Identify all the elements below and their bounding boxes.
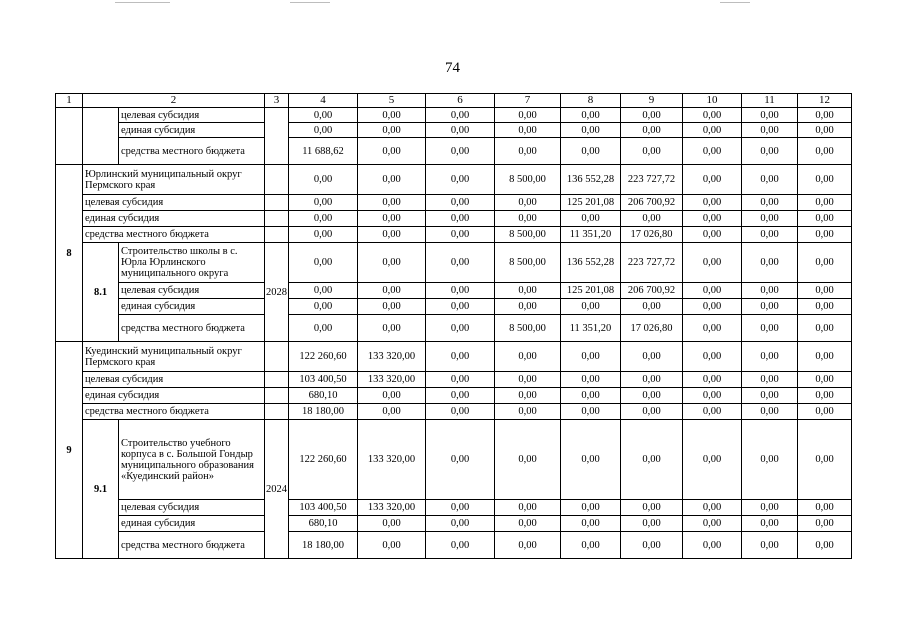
table-row [56,138,852,165]
value-cell: 0,00 [561,500,621,516]
value-cell: 0,00 [289,227,358,243]
page-number: 74 [445,60,460,76]
value-cell: 0,00 [742,404,798,420]
year-cell [265,404,289,420]
value-cell: 0,00 [289,195,358,211]
value-cell: 0,00 [621,372,683,388]
table-row [56,372,852,388]
section-number: 9 [56,342,83,559]
value-cell: 133 320,00 [358,342,426,372]
value-cell: 0,00 [798,315,852,342]
row-label: целевая субсидия [119,500,265,516]
column-header: 5 [358,94,426,108]
value-cell: 8 500,00 [495,243,561,283]
year-cell [265,342,289,372]
value-cell: 0,00 [426,299,495,315]
value-cell: 0,00 [495,211,561,227]
value-cell: 0,00 [426,123,495,138]
value-cell: 0,00 [798,165,852,195]
value-cell: 0,00 [561,372,621,388]
section-number: 8 [56,165,83,342]
value-cell: 8 500,00 [495,315,561,342]
column-header: 10 [683,94,742,108]
value-cell: 0,00 [495,372,561,388]
value-cell: 0,00 [621,138,683,165]
value-cell: 0,00 [798,138,852,165]
value-cell: 0,00 [798,211,852,227]
row-label: единая субсидия [119,516,265,532]
table-row [56,227,852,243]
value-cell: 0,00 [683,532,742,559]
year-cell [265,372,289,388]
value-cell: 0,00 [742,532,798,559]
value-cell: 0,00 [358,108,426,123]
value-cell: 0,00 [426,227,495,243]
value-cell: 0,00 [798,372,852,388]
column-header: 1 [56,94,83,108]
value-cell: 0,00 [742,108,798,123]
value-cell: 0,00 [742,420,798,500]
value-cell: 0,00 [495,516,561,532]
value-cell: 17 026,80 [621,227,683,243]
row-label: средства местного бюджета [119,138,265,165]
value-cell: 0,00 [561,388,621,404]
value-cell: 0,00 [742,299,798,315]
value-cell: 0,00 [683,195,742,211]
value-cell: 18 180,00 [289,532,358,559]
column-header: 4 [289,94,358,108]
value-cell: 0,00 [426,108,495,123]
value-cell: 0,00 [683,227,742,243]
value-cell: 0,00 [683,372,742,388]
value-cell: 680,10 [289,388,358,404]
value-cell: 0,00 [495,195,561,211]
value-cell: 0,00 [426,315,495,342]
value-cell: 0,00 [426,243,495,283]
row-label: средства местного бюджета [83,227,265,243]
value-cell: 0,00 [289,283,358,299]
value-cell: 0,00 [495,283,561,299]
value-cell: 223 727,72 [621,243,683,283]
value-cell: 0,00 [358,532,426,559]
value-cell: 0,00 [742,195,798,211]
value-cell: 0,00 [742,315,798,342]
table-row [56,500,852,516]
value-cell: 136 552,28 [561,243,621,283]
value-cell: 0,00 [426,165,495,195]
column-header: 8 [561,94,621,108]
table-row [56,299,852,315]
scan-artifact-left [115,2,170,3]
value-cell: 0,00 [683,283,742,299]
value-cell: 0,00 [495,138,561,165]
value-cell: 0,00 [561,299,621,315]
value-cell: 0,00 [561,108,621,123]
value-cell: 0,00 [742,500,798,516]
value-cell: 0,00 [289,108,358,123]
value-cell: 133 320,00 [358,372,426,388]
value-cell: 0,00 [683,211,742,227]
row-label: Строительство школы в с. Юрла Юрлинского муниципального округа [119,243,265,283]
value-cell: 0,00 [683,243,742,283]
budget-table [55,93,852,559]
value-cell: 0,00 [289,123,358,138]
value-cell: 0,00 [358,516,426,532]
table-row [56,404,852,420]
scan-artifact-mid [290,2,330,3]
value-cell: 223 727,72 [621,165,683,195]
value-cell: 0,00 [561,516,621,532]
value-cell: 0,00 [798,108,852,123]
value-cell: 0,00 [495,123,561,138]
value-cell: 0,00 [358,404,426,420]
value-cell: 0,00 [621,299,683,315]
value-cell: 0,00 [289,211,358,227]
value-cell: 103 400,50 [289,372,358,388]
value-cell: 0,00 [358,195,426,211]
table-row [56,315,852,342]
year-cell [265,108,289,165]
value-cell: 206 700,92 [621,195,683,211]
value-cell: 0,00 [798,404,852,420]
value-cell: 0,00 [683,138,742,165]
value-cell: 0,00 [683,404,742,420]
column-header: 6 [426,94,495,108]
table-row [56,123,852,138]
value-cell: 0,00 [426,138,495,165]
table-row [56,388,852,404]
value-cell: 0,00 [358,388,426,404]
value-cell: 0,00 [426,283,495,299]
value-cell: 206 700,92 [621,283,683,299]
row-label: целевая субсидия [83,372,265,388]
value-cell: 0,00 [798,227,852,243]
value-cell: 0,00 [495,532,561,559]
value-cell: 0,00 [798,243,852,283]
value-cell: 0,00 [621,532,683,559]
value-cell: 0,00 [358,165,426,195]
year-cell [265,195,289,211]
table-row [56,283,852,299]
value-cell: 0,00 [495,388,561,404]
value-cell: 0,00 [495,342,561,372]
value-cell: 0,00 [683,315,742,342]
subsection-number-cell [83,108,119,165]
value-cell: 680,10 [289,516,358,532]
value-cell: 0,00 [798,195,852,211]
table-row [56,195,852,211]
row-label: единая субсидия [83,211,265,227]
value-cell: 122 260,60 [289,420,358,500]
table-row [56,420,852,500]
value-cell: 0,00 [426,388,495,404]
value-cell: 11 351,20 [561,227,621,243]
value-cell: 0,00 [742,388,798,404]
value-cell: 8 500,00 [495,165,561,195]
column-header: 7 [495,94,561,108]
value-cell: 0,00 [426,516,495,532]
value-cell: 8 500,00 [495,227,561,243]
table-row [56,165,852,195]
value-cell: 0,00 [561,532,621,559]
column-header: 9 [621,94,683,108]
column-header: 12 [798,94,852,108]
value-cell: 0,00 [561,211,621,227]
value-cell: 0,00 [742,516,798,532]
value-cell: 0,00 [621,108,683,123]
table-row [56,243,852,283]
year-cell [265,165,289,195]
value-cell: 0,00 [621,123,683,138]
value-cell: 0,00 [426,372,495,388]
row-label: средства местного бюджета [119,532,265,559]
value-cell: 11 688,62 [289,138,358,165]
value-cell: 0,00 [358,138,426,165]
value-cell: 0,00 [289,299,358,315]
year-cell [265,388,289,404]
year-cell [265,227,289,243]
value-cell: 0,00 [561,404,621,420]
subsection-number: 8.1 [83,243,119,342]
value-cell: 0,00 [798,299,852,315]
value-cell: 0,00 [358,299,426,315]
value-cell: 0,00 [426,211,495,227]
row-label: средства местного бюджета [119,315,265,342]
value-cell: 0,00 [426,420,495,500]
value-cell: 0,00 [358,315,426,342]
row-label: Строительство учебного корпуса в с. Большой Гондыр муниципального образования «Куединский район» [119,420,265,500]
table-row [56,516,852,532]
row-label: единая субсидия [119,123,265,138]
value-cell: 0,00 [561,342,621,372]
row-label: средства местного бюджета [83,404,265,420]
value-cell: 0,00 [495,108,561,123]
value-cell: 0,00 [358,211,426,227]
value-cell: 0,00 [742,342,798,372]
value-cell: 0,00 [742,165,798,195]
value-cell: 125 201,08 [561,283,621,299]
value-cell: 0,00 [621,388,683,404]
row-label: целевая субсидия [83,195,265,211]
value-cell: 0,00 [742,372,798,388]
value-cell: 133 320,00 [358,500,426,516]
row-label: единая субсидия [119,299,265,315]
value-cell: 0,00 [621,420,683,500]
value-cell: 0,00 [561,420,621,500]
value-cell: 0,00 [358,283,426,299]
value-cell: 103 400,50 [289,500,358,516]
value-cell: 0,00 [742,227,798,243]
table-row [56,211,852,227]
value-cell: 136 552,28 [561,165,621,195]
value-cell: 125 201,08 [561,195,621,211]
value-cell: 0,00 [289,243,358,283]
value-cell: 0,00 [742,283,798,299]
value-cell: 0,00 [358,123,426,138]
value-cell: 133 320,00 [358,420,426,500]
table-row [56,342,852,372]
value-cell: 11 351,20 [561,315,621,342]
value-cell: 0,00 [683,500,742,516]
row-label: Юрлинский муниципальный округ Пермского края [83,165,265,195]
year-cell: 2024 [265,420,289,559]
value-cell: 0,00 [683,516,742,532]
value-cell: 0,00 [798,342,852,372]
value-cell: 0,00 [683,388,742,404]
value-cell: 0,00 [683,342,742,372]
row-label: целевая субсидия [119,108,265,123]
value-cell: 0,00 [426,195,495,211]
table-row [56,532,852,559]
value-cell: 0,00 [798,420,852,500]
value-cell: 17 026,80 [621,315,683,342]
column-header: 3 [265,94,289,108]
value-cell: 0,00 [358,243,426,283]
year-cell: 2028 [265,243,289,342]
value-cell: 0,00 [495,404,561,420]
value-cell: 0,00 [798,123,852,138]
value-cell: 0,00 [621,516,683,532]
value-cell: 0,00 [683,123,742,138]
value-cell: 0,00 [289,315,358,342]
row-label: Куединский муниципальный округ Пермского края [83,342,265,372]
value-cell: 0,00 [621,500,683,516]
value-cell: 0,00 [426,342,495,372]
value-cell: 0,00 [358,227,426,243]
column-header: 2 [83,94,265,108]
row-label: единая субсидия [83,388,265,404]
value-cell: 0,00 [426,500,495,516]
value-cell: 0,00 [683,165,742,195]
column-header: 11 [742,94,798,108]
value-cell: 0,00 [798,388,852,404]
value-cell: 0,00 [742,211,798,227]
value-cell: 0,00 [621,211,683,227]
section-number-cell [56,108,83,165]
value-cell: 0,00 [798,283,852,299]
scan-artifact-right [720,2,750,3]
value-cell: 0,00 [426,532,495,559]
value-cell: 0,00 [561,138,621,165]
value-cell: 0,00 [683,108,742,123]
row-label: целевая субсидия [119,283,265,299]
value-cell: 0,00 [742,243,798,283]
value-cell: 0,00 [798,532,852,559]
value-cell: 0,00 [426,404,495,420]
value-cell: 0,00 [495,299,561,315]
year-cell [265,211,289,227]
table-row [56,108,852,123]
table-header-row [56,94,852,108]
subsection-number: 9.1 [83,420,119,559]
value-cell: 0,00 [495,500,561,516]
value-cell: 122 260,60 [289,342,358,372]
value-cell: 0,00 [798,516,852,532]
value-cell: 0,00 [742,123,798,138]
value-cell: 0,00 [289,165,358,195]
value-cell: 0,00 [621,342,683,372]
value-cell: 18 180,00 [289,404,358,420]
value-cell: 0,00 [683,420,742,500]
value-cell: 0,00 [561,123,621,138]
value-cell: 0,00 [742,138,798,165]
value-cell: 0,00 [683,299,742,315]
value-cell: 0,00 [798,500,852,516]
value-cell: 0,00 [495,420,561,500]
value-cell: 0,00 [621,404,683,420]
